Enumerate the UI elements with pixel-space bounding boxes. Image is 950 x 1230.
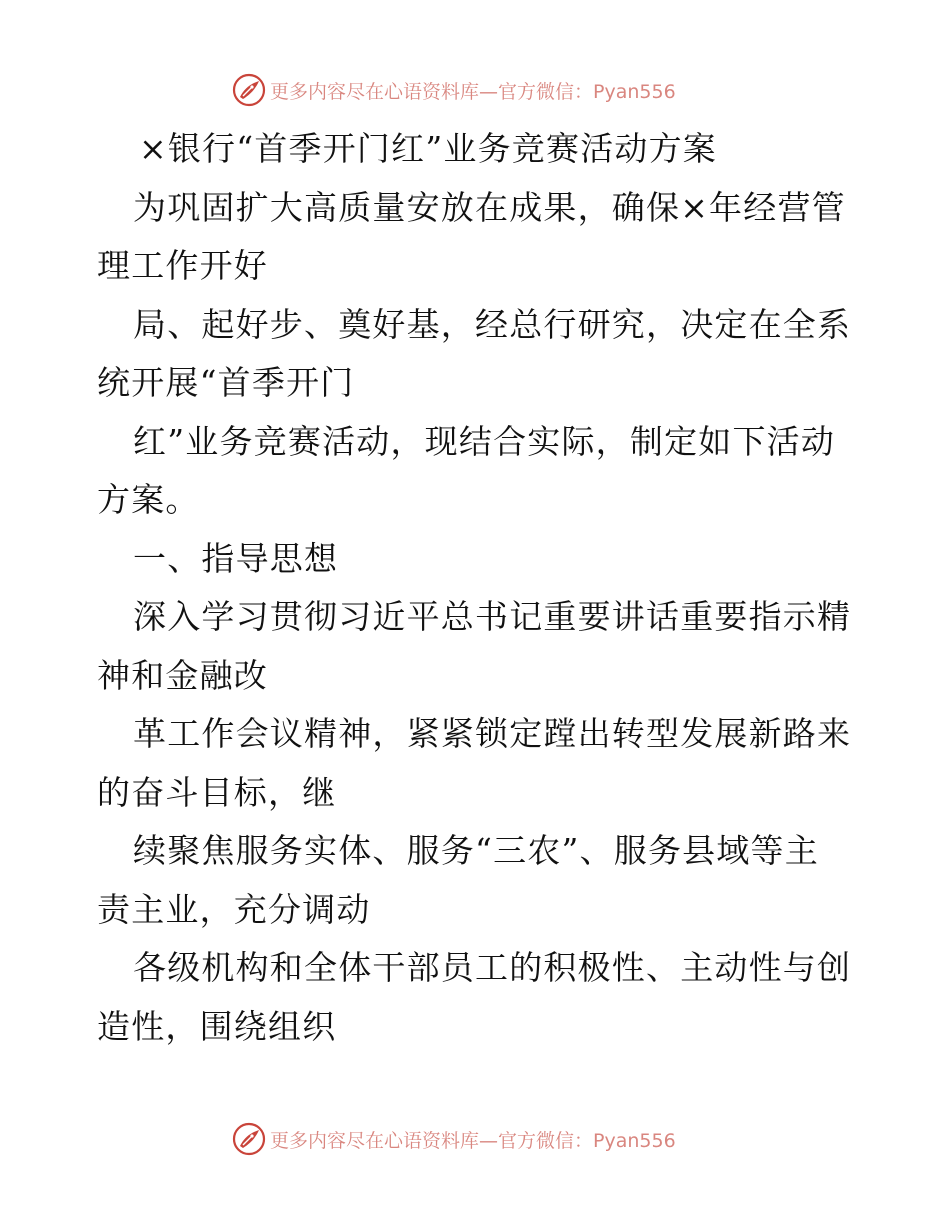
paragraph-line: 红”业务竞赛活动，现结合实际，制定如下活动 bbox=[133, 421, 836, 461]
paragraph-line: 神和金融改 bbox=[97, 655, 268, 695]
section-heading: 一、指导思想 bbox=[133, 538, 339, 578]
paragraph-line: 统开展“首季开门 bbox=[97, 363, 355, 402]
pen-nib-logo-icon bbox=[232, 73, 266, 107]
watermark-text: 更多内容尽在心语资料库—官方微信：Pyan556 bbox=[270, 80, 676, 103]
paragraph-line: 方案。 bbox=[97, 480, 200, 519]
paragraph-line: 局、起好步、奠好基，经总行研究，决定在全系 bbox=[133, 304, 852, 344]
footer-watermark bbox=[232, 1121, 676, 1157]
paragraph-line: 的奋斗目标，继 bbox=[97, 772, 337, 812]
pen-nib-logo-icon bbox=[232, 1122, 266, 1156]
paragraph-line: 革工作会议精神，紧紧锁定蹚出转型发展新路来 bbox=[133, 714, 852, 753]
paragraph-line: 各级机构和全体干部员工的积极性、主动性与创 bbox=[133, 948, 852, 987]
header-watermark bbox=[232, 72, 676, 108]
paragraph-line: 深入学习贯彻习近平总书记重要讲话重要指示精 bbox=[133, 597, 852, 636]
paragraph-line: 责主业，充分调动 bbox=[97, 889, 371, 929]
paragraph-line: 造性，围绕组织 bbox=[97, 1006, 337, 1046]
document-title: ×银行“首季开门红”业务竞赛活动方案 bbox=[139, 129, 717, 168]
paragraph-line: 理工作开好 bbox=[97, 246, 268, 285]
paragraph-line: 为巩固扩大高质量安放在成果，确保×年经营管 bbox=[133, 187, 846, 227]
paragraph-line: 续聚焦服务实体、服务“三农”、服务县域等主 bbox=[133, 831, 819, 870]
watermark-text: 更多内容尽在心语资料库—官方微信：Pyan556 bbox=[270, 1129, 676, 1152]
document-body bbox=[97, 120, 857, 1056]
